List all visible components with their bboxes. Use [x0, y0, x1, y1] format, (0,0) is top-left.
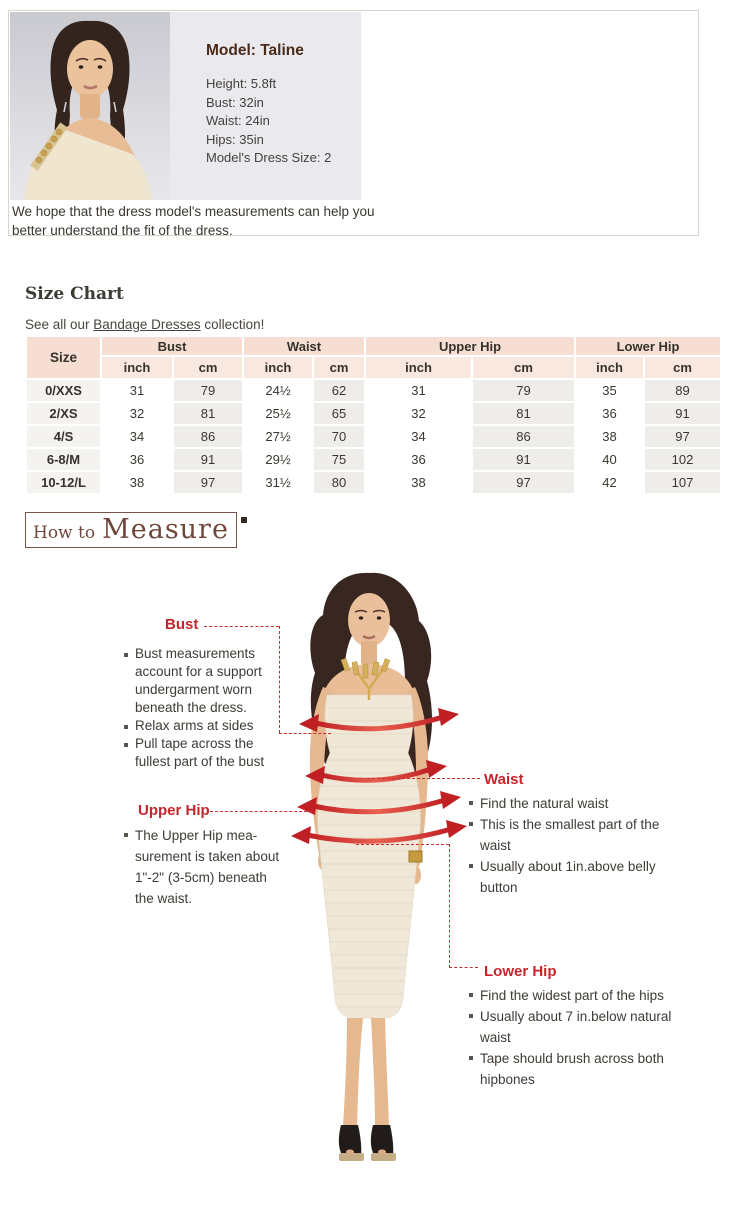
bust-bullet: Bust measurements account for a support undergarment worn beneath the dress.	[123, 645, 285, 717]
collection-suffix: collection!	[200, 317, 265, 332]
size-table-body	[27, 380, 720, 493]
bandage-dresses-link[interactable]: Bandage Dresses	[93, 317, 201, 332]
cm-value-cell: 102	[645, 449, 720, 470]
cm-value-cell: 70	[314, 426, 364, 447]
size-cell: 2/XS	[27, 403, 100, 424]
figure-left-peep-toe	[346, 1149, 354, 1154]
model-measurement-line: Height: 5.8ft	[206, 76, 277, 91]
lower-hip-connector-line	[449, 967, 478, 968]
cm-value-cell: 97	[473, 472, 574, 493]
cm-value-cell: 89	[645, 380, 720, 401]
cm-value-cell: 97	[645, 426, 720, 447]
cm-value-cell: 91	[174, 449, 242, 470]
portrait-neck	[80, 94, 100, 121]
bust-bullet: Relax arms at sides	[123, 717, 285, 735]
upper-hip-bullet: The Upper Hip mea-surement is taken about 1"-2" (3-5cm) beneath the waist.	[123, 825, 283, 909]
portrait-eye	[79, 65, 84, 69]
size-table-row	[27, 403, 720, 424]
size-column-header: Size	[27, 337, 100, 378]
table-unit-header-row	[27, 357, 720, 378]
model-measurement-line: Bust: 32in	[206, 94, 264, 110]
lower-hip-label: Lower Hip	[484, 963, 557, 980]
inch-value-cell: 36	[366, 449, 471, 470]
inch-value-cell: 38	[576, 426, 643, 447]
unit-header: inch	[244, 357, 312, 378]
waist-connector-line	[367, 778, 480, 779]
how-to-measure-box	[25, 512, 237, 548]
measurement-group-header: Waist	[244, 337, 364, 355]
waist-bullet-list	[468, 793, 680, 898]
lower-hip-bullet: Usually about 7 in.below natural waist	[468, 1006, 682, 1048]
table-group-header-row	[27, 337, 720, 355]
cm-value-cell: 81	[174, 403, 242, 424]
cm-value-cell: 75	[314, 449, 364, 470]
cm-value-cell: 91	[645, 403, 720, 424]
model-portrait-image	[10, 12, 170, 200]
model-photo	[10, 12, 170, 200]
inch-value-cell: 31½	[244, 472, 312, 493]
size-cell: 4/S	[27, 426, 100, 447]
bust-label: Bust	[165, 616, 199, 633]
cm-value-cell: 79	[473, 380, 574, 401]
cm-value-cell: 79	[174, 380, 242, 401]
unit-header: inch	[366, 357, 471, 378]
inch-value-cell: 32	[366, 403, 471, 424]
unit-header: cm	[174, 357, 242, 378]
unit-header: cm	[645, 357, 720, 378]
figure-eye	[377, 616, 381, 619]
figure-right-leg	[371, 1018, 389, 1127]
lower-hip-connector-line	[449, 844, 450, 968]
inch-value-cell: 27½	[244, 426, 312, 447]
inch-value-cell: 36	[576, 403, 643, 424]
waist-bullet: Usually about 1in.above belly button	[468, 856, 680, 898]
bust-connector-line	[279, 733, 331, 734]
upper-hip-label: Upper Hip	[138, 802, 210, 819]
waist-bullet: Find the natural waist	[468, 793, 680, 814]
figure-bracelet	[409, 851, 422, 862]
model-measurement-line: Model's Dress Size: 2	[206, 150, 332, 165]
cm-value-cell: 97	[174, 472, 242, 493]
cm-value-cell: 80	[314, 472, 364, 493]
inch-value-cell: 36	[102, 449, 172, 470]
waist-label: Waist	[484, 771, 524, 788]
lower-hip-connector-line	[356, 844, 449, 845]
bust-connector-line	[204, 626, 279, 627]
lower-hip-bullet: Tape should brush across both hipbones	[468, 1048, 682, 1090]
inch-value-cell: 38	[366, 472, 471, 493]
figure-eye	[359, 616, 363, 619]
measurement-group-header: Upper Hip	[366, 337, 574, 355]
inch-value-cell: 31	[366, 380, 471, 401]
figure-right-peep-toe	[378, 1149, 386, 1154]
inch-value-cell: 35	[576, 380, 643, 401]
size-table-row	[27, 449, 720, 470]
inch-value-cell: 40	[576, 449, 643, 470]
size-cell: 6-8/M	[27, 449, 100, 470]
model-measurement-line: Waist: 24in	[206, 113, 270, 128]
cm-value-cell: 107	[645, 472, 720, 493]
bust-bullet-list	[123, 645, 285, 771]
cm-value-cell: 62	[314, 380, 364, 401]
measurement-group-header: Bust	[102, 337, 242, 355]
model-measurement-lines	[206, 75, 331, 168]
upper-hip-bullet-list	[123, 825, 283, 909]
cm-value-cell: 91	[473, 449, 574, 470]
inch-value-cell: 42	[576, 472, 643, 493]
waist-bullet: This is the smallest part of the waist	[468, 814, 680, 856]
portrait-eye	[98, 65, 103, 69]
collection-line	[25, 317, 264, 332]
measure-diagram-figure	[283, 563, 475, 1173]
cm-value-cell: 86	[473, 426, 574, 447]
unit-header: inch	[102, 357, 172, 378]
model-info-box	[8, 10, 699, 236]
measurement-group-header: Lower Hip	[576, 337, 720, 355]
inch-value-cell: 25½	[244, 403, 312, 424]
inch-value-cell: 31	[102, 380, 172, 401]
inch-value-cell: 24½	[244, 380, 312, 401]
size-cell: 0/XXS	[27, 380, 100, 401]
cm-value-cell: 86	[174, 426, 242, 447]
inch-value-cell: 29½	[244, 449, 312, 470]
cm-value-cell: 65	[314, 403, 364, 424]
unit-header: cm	[473, 357, 574, 378]
size-chart-title: Size Chart	[25, 284, 124, 304]
inch-value-cell: 34	[366, 426, 471, 447]
how-to-text: How to	[33, 523, 96, 543]
inch-value-cell: 32	[102, 403, 172, 424]
size-chart-table	[25, 335, 722, 495]
measure-text: Measure	[102, 514, 229, 545]
figure-left-leg	[343, 1018, 363, 1127]
heading-square-mark	[241, 517, 247, 523]
size-cell: 10-12/L	[27, 472, 100, 493]
lower-hip-bullet: Find the widest part of the hips	[468, 985, 682, 1006]
upper-hip-connector-line	[210, 811, 312, 812]
model-name-title: Model: Taline	[206, 42, 304, 59]
how-to-measure-heading	[25, 512, 247, 548]
model-measurement-line: Hips: 35in	[206, 131, 264, 147]
lower-hip-bullet-list	[468, 985, 682, 1090]
figure-dress	[317, 695, 420, 1018]
unit-header: inch	[576, 357, 643, 378]
size-table-row	[27, 426, 720, 447]
unit-header: cm	[314, 357, 364, 378]
model-box-caption: We hope that the dress model's measurements can help you better understand the fit of the dress.	[12, 204, 375, 238]
cm-value-cell: 81	[473, 403, 574, 424]
size-table-row	[27, 380, 720, 401]
size-table-row	[27, 472, 720, 493]
model-measurements-panel	[170, 12, 361, 200]
inch-value-cell: 38	[102, 472, 172, 493]
bust-bullet: Pull tape across the fullest part of the bust	[123, 735, 285, 771]
collection-prefix: See all our	[25, 317, 94, 332]
inch-value-cell: 34	[102, 426, 172, 447]
